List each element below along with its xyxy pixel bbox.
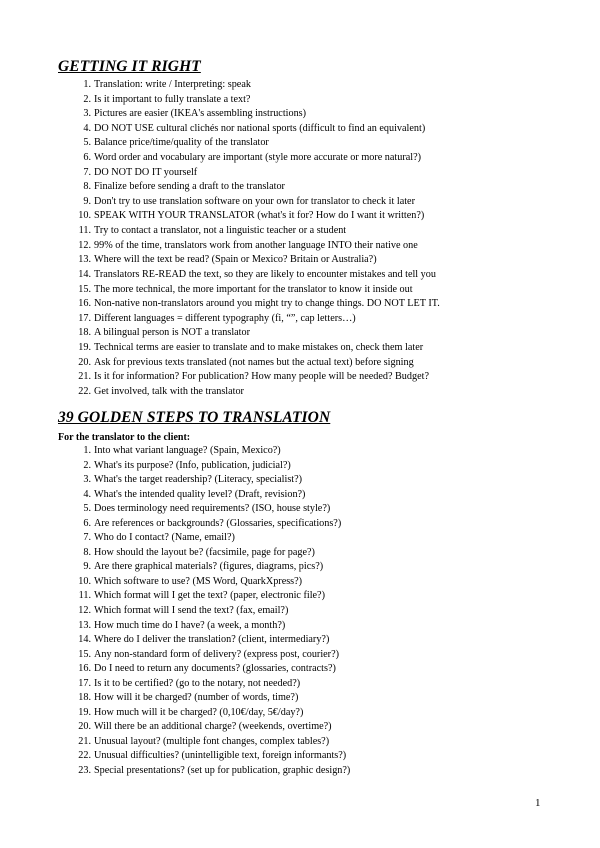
list-item — [0, 195, 600, 210]
list-item-text: Where will the text be read? (Spain or Mexico? Britain or Australia?) — [94, 254, 377, 266]
list-item-number: 11. — [78, 225, 91, 237]
list-item — [0, 122, 600, 137]
list-item — [0, 488, 600, 503]
list-item-text: Who do I contact? (Name, email?) — [94, 532, 235, 544]
list-item — [0, 604, 600, 619]
list-item-number: 5. — [83, 137, 91, 149]
list-item-text: What's the intended quality level? (Draft, revision?) — [94, 488, 306, 500]
section-heading-golden-steps: 39 GOLDEN STEPS TO TRANSLATION — [58, 409, 331, 426]
list-item — [0, 239, 600, 254]
list-item — [0, 749, 600, 764]
list-item-number: 1. — [83, 445, 91, 456]
list-item-text: How much will it be charged? (0,10€/day, 5€/day?) — [94, 706, 304, 718]
list-item-text: Which format will I get the text? (paper, electronic file?) — [94, 590, 325, 602]
list-item — [0, 648, 600, 663]
list-item-number: 17. — [78, 677, 91, 689]
list-item — [0, 619, 600, 634]
list-item-text: Which software to use? (MS Word, QuarkXpress?) — [94, 575, 303, 587]
list-item-number: 18. — [78, 327, 91, 339]
list-item-text: Which format will I send the text? (fax, email?) — [94, 605, 289, 617]
list-item-number: 11. — [78, 590, 91, 602]
list-item-number: 1. — [83, 79, 91, 90]
list-item-number: 7. — [83, 532, 91, 544]
list-item — [0, 268, 600, 283]
list-item-text: Into what variant language? (Spain, Mexico?) — [94, 445, 281, 456]
list-item — [0, 385, 600, 400]
list-item-text: Will there be an additional charge? (weekends, overtime?) — [94, 721, 332, 733]
list-item-text: Pictures are easier (IKEA's assembling instructions) — [94, 108, 307, 120]
list-item — [0, 356, 600, 371]
list-item-number: 16. — [78, 298, 91, 310]
list-item — [0, 326, 600, 341]
list-item-number: 4. — [83, 488, 91, 500]
list-item-number: 20. — [78, 721, 91, 733]
list-item-number: 14. — [78, 268, 91, 280]
list-item-text: Where do I deliver the translation? (client, intermediary?) — [94, 634, 330, 646]
list-item — [0, 312, 600, 327]
list-item — [0, 107, 600, 122]
list-item-number: 15. — [78, 648, 91, 660]
list-item — [0, 370, 600, 385]
list-item-text: How will it be charged? (number of words, time?) — [94, 692, 299, 704]
list-item — [0, 720, 600, 735]
list-item-text: Finalize before sending a draft to the translator — [94, 181, 285, 193]
page-number: 1 — [535, 797, 541, 809]
list-item — [0, 706, 600, 721]
list-item-text: Are references or backgrounds? (Glossaries, specifications?) — [94, 517, 342, 529]
list-item-number: 2. — [83, 459, 91, 471]
golden-steps-list — [0, 444, 600, 779]
list-item-text: Don't try to use translation software on your own for translator to check it later — [94, 195, 415, 207]
list-item-text: Are there graphical materials? (figures, diagrams, pics?) — [94, 561, 324, 573]
list-item-number: 4. — [83, 122, 91, 134]
list-item — [0, 575, 600, 590]
list-item-text: Unusual layout? (multiple font changes, complex tables?) — [94, 735, 330, 747]
list-item-text: Technical terms are easier to translate and to make mistakes on, check them later — [94, 341, 424, 353]
list-item-number: 10. — [78, 575, 91, 587]
list-item-text: Is it important to fully translate a text? — [94, 93, 251, 105]
list-item — [0, 560, 600, 575]
list-item-number: 19. — [78, 706, 91, 718]
list-item-text: Non-native non-translators around you might try to change things. DO NOT LET IT. — [94, 298, 440, 310]
list-item-text: Translation: write / Interpreting: speak — [94, 79, 251, 90]
list-item-number: 17. — [78, 312, 91, 324]
list-item-number: 6. — [83, 152, 91, 164]
list-item — [0, 677, 600, 692]
list-item-number: 13. — [78, 254, 91, 266]
list-item-text: Is it for information? For publication? How many people will be needed? Budget? — [94, 371, 429, 383]
list-item-number: 3. — [83, 474, 91, 486]
list-item-text: What's the target readership? (Literacy, specialist?) — [94, 474, 303, 486]
getting-it-right-list — [0, 78, 600, 399]
list-item-text: Is it to be certified? (go to the notary, not needed?) — [94, 677, 301, 689]
list-item-number: 16. — [78, 663, 91, 675]
list-item-number: 6. — [83, 517, 91, 529]
list-item — [0, 297, 600, 312]
list-item-number: 22. — [78, 385, 91, 397]
list-item — [0, 93, 600, 108]
list-item-text: Do I need to return any documents? (glossaries, contracts?) — [94, 663, 336, 675]
list-item-number: 14. — [78, 634, 91, 646]
list-item-number: 9. — [83, 561, 91, 573]
list-item — [0, 589, 600, 604]
list-item-number: 10. — [78, 210, 91, 222]
list-item — [0, 209, 600, 224]
list-item-text: Ask for previous texts translated (not names but the actual text) before signing — [94, 356, 414, 368]
list-item — [0, 473, 600, 488]
list-item-number: 8. — [83, 181, 91, 193]
list-item-number: 13. — [78, 619, 91, 631]
list-item — [0, 444, 600, 459]
list-item-text: The more technical, the more important for the translator to know it inside out — [94, 283, 413, 295]
list-item — [0, 502, 600, 517]
list-item-number: 19. — [78, 341, 91, 353]
list-item — [0, 764, 600, 779]
list-item-number: 8. — [83, 546, 91, 558]
list-item-text: Word order and vocabulary are important (style more accurate or more natural?) — [94, 152, 422, 164]
list-item — [0, 459, 600, 474]
list-item — [0, 224, 600, 239]
list-item — [0, 517, 600, 532]
list-item-text: DO NOT DO IT yourself — [94, 166, 198, 178]
list-item-number: 12. — [78, 605, 91, 617]
list-item-text: 99% of the time, translators work from another language INTO their native one — [94, 239, 418, 251]
list-item-text: Special presentations? (set up for publication, graphic design?) — [94, 765, 351, 777]
list-item — [0, 78, 600, 93]
list-item-text: How should the layout be? (facsimile, page for page?) — [94, 546, 315, 558]
list-item-text: Different languages = different typography (fi, “”, cap letters…) — [94, 312, 356, 324]
list-item — [0, 735, 600, 750]
list-item-number: 5. — [83, 503, 91, 515]
list-item-text: Translators RE-READ the text, so they are likely to encounter mistakes and tell you — [94, 268, 436, 280]
list-item-number: 21. — [78, 735, 91, 747]
list-item-number: 18. — [78, 692, 91, 704]
list-item-number: 3. — [83, 108, 91, 120]
list-item-text: A bilingual person is NOT a translator — [94, 327, 250, 339]
list-item — [0, 253, 600, 268]
list-item-text: What's its purpose? (Info, publication, judicial?) — [94, 459, 291, 471]
list-item-number: 23. — [78, 765, 91, 777]
list-item-text: How much time do I have? (a week, a month?) — [94, 619, 286, 631]
list-item-text: DO NOT USE cultural clichés nor national sports (difficult to find an equivalent) — [94, 122, 426, 134]
list-item-text: Get involved, talk with the translator — [94, 385, 244, 397]
list-item-number: 7. — [83, 166, 91, 178]
list-item — [0, 341, 600, 356]
list-item — [0, 136, 600, 151]
list-item-text: SPEAK WITH YOUR TRANSLATOR (what's it for? How do I want it written?) — [94, 210, 425, 222]
list-item-text: Try to contact a translator, not a linguistic teacher or a student — [94, 225, 347, 237]
list-item-text: Unusual difficulties? (unintelligible text, foreign informants?) — [94, 750, 347, 762]
list-item-number: 12. — [78, 239, 91, 251]
list-item — [0, 283, 600, 298]
list-item-number: 9. — [83, 195, 91, 207]
list-item-number: 20. — [78, 356, 91, 368]
list-item-text: Balance price/time/quality of the translator — [94, 137, 269, 149]
list-item — [0, 546, 600, 561]
list-item — [0, 633, 600, 648]
section-heading-getting-it-right: GETTING IT RIGHT — [58, 58, 201, 75]
list-item — [0, 531, 600, 546]
list-item-text: Does terminology need requirements? (ISO, house style?) — [94, 503, 331, 515]
list-item-number: 21. — [78, 371, 91, 383]
list-item — [0, 691, 600, 706]
list-item — [0, 151, 600, 166]
list-item — [0, 180, 600, 195]
list-item — [0, 166, 600, 181]
section-subheading: For the translator to the client: — [58, 432, 191, 443]
list-item-number: 22. — [78, 750, 91, 762]
list-item-number: 15. — [78, 283, 91, 295]
list-item — [0, 662, 600, 677]
list-item-number: 2. — [83, 93, 91, 105]
list-item-text: Any non-standard form of delivery? (express post, courier?) — [94, 648, 339, 660]
